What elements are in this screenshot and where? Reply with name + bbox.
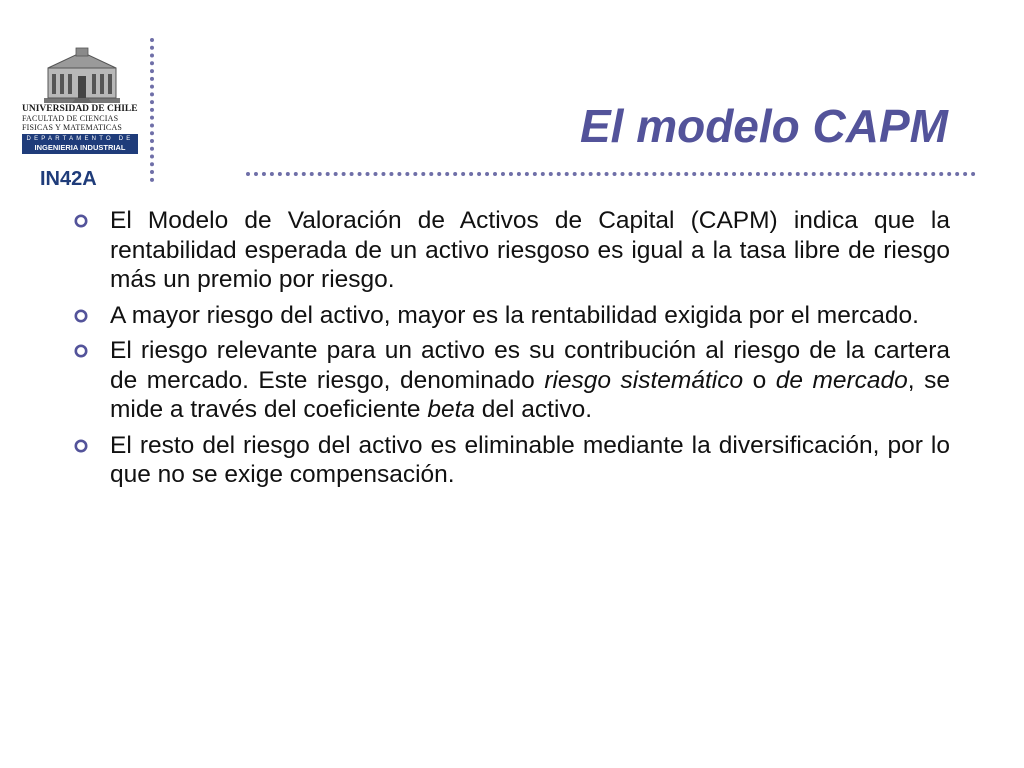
bullet-item (70, 431, 950, 490)
bullet-list (70, 206, 950, 496)
faculty-line-1: FACULTAD DE CIENCIAS (22, 114, 119, 123)
department-name: INGENIERIA INDUSTRIAL (34, 143, 126, 152)
bullet-text-italic: riesgo sistemático (544, 366, 744, 394)
faculty-line-2: FISICAS Y MATEMATICAS (22, 123, 123, 132)
course-code: IN42A (40, 168, 97, 190)
bullet-text: A mayor riesgo del activo, mayor es la rentabilidad exigida por el mercado. (110, 301, 919, 329)
bullet-item (70, 206, 950, 295)
university-logo (22, 46, 140, 154)
ring-bullet-icon (74, 439, 88, 453)
bullet-text: El resto del riesgo del activo es eliminable mediante la diversificación, por lo que no se exige compensación. (110, 431, 950, 488)
slide-title: El modelo CAPM (579, 100, 948, 152)
ring-bullet-icon (74, 344, 88, 358)
bullet-text: del activo. (475, 396, 593, 423)
horizontal-dotted-divider (246, 172, 976, 176)
bullet-text: El Modelo de Valoración de Activos de Capital (CAPM) indica que la rentabilidad esperada de un activo riesgoso es igual a la tasa libre de riesgo más un premio por riesgo. (110, 207, 950, 293)
bullet-text-italic: de mercado (775, 366, 908, 394)
university-name: UNIVERSIDAD DE CHILE (22, 104, 138, 114)
department-band (22, 134, 138, 154)
vertical-dotted-divider (150, 38, 154, 182)
bullet-item (70, 336, 950, 425)
bullet-text: , se mide a través del coeficiente (110, 366, 950, 423)
bullet-item (70, 301, 950, 331)
bullet-text: El riesgo relevante para un activo es su contribución al riesgo de la cartera de mercado. Este riesgo, denominado (110, 337, 950, 394)
ring-bullet-icon (74, 309, 88, 323)
bullet-text: o (743, 366, 776, 394)
ring-bullet-icon (74, 214, 88, 228)
university-building-icon (42, 46, 122, 104)
department-label: DEPARTAMENTO DE (26, 136, 134, 142)
bullet-text-italic: beta (427, 396, 475, 423)
